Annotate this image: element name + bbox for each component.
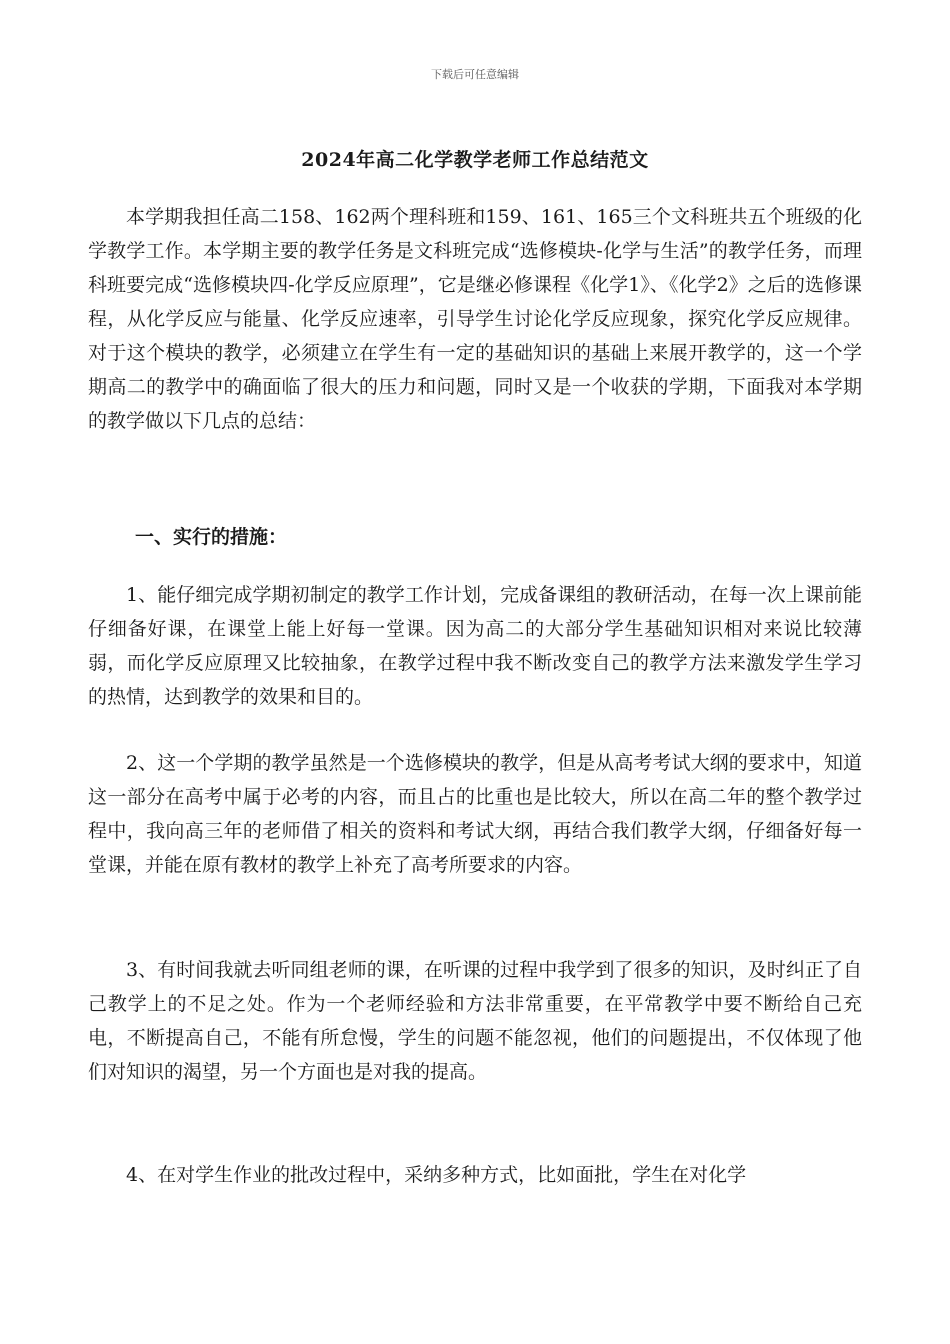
paragraph-block-4: [88, 1158, 862, 1192]
header-note: 下载后可任意编辑: [431, 68, 519, 81]
paragraph-3: 3、有时间我就去听同组老师的课，在听课的过程中我学到了很多的知识，及时纠正了自己教学上的不足之处。作为一个老师经验和方法非常重要，在平常教学中要不断给自己充电，不断提高自己，不能有所怠慢，学生的问题不能忽视，他们的问题提出，不仅体现了他们对知识的渴望，另一个方面也是对我的提高。: [88, 959, 862, 1083]
paragraph-4: 4、在对学生作业的批改过程中，采纳多种方式，比如面批，学生在对化学: [126, 1164, 747, 1186]
paragraph-block-3: [88, 953, 862, 1089]
paragraph-block-2: [88, 746, 862, 882]
paragraph-block-1: [88, 578, 862, 714]
section-heading: 一、实行的措施：: [135, 526, 288, 548]
intro-paragraph-block: [88, 200, 862, 438]
paragraph-1: 1、能仔细完成学期初制定的教学工作计划，完成备课组的教研活动，在每一次上课前能仔细备好课，在课堂上能上好每一堂课。因为高二的大部分学生基础知识相对来说比较薄弱，而化学反应原理又比较抽象，在教学过程中我不断改变自己的教学方法来激发学生学习的热情，达到教学的效果和目的。: [88, 584, 862, 708]
document-title: 2024年高二化学教学老师工作总结范文: [301, 149, 649, 171]
paragraph-2: 2、这一个学期的教学虽然是一个选修模块的教学，但是从高考考试大纲的要求中，知道这一部分在高考中属于必考的内容，而且占的比重也是比较大，所以在高二年的整个教学过程中，我向高三年的老师借了相关的资料和考试大纲，再结合我们教学大纲，仔细备好每一堂课，并能在原有教材的教学上补充了高考所要求的内容。: [88, 752, 862, 876]
intro-paragraph: 本学期我担任高二158、162两个理科班和159、161、165三个文科班共五个班级的化学教学工作。本学期主要的教学任务是文科班完成“选修模块-化学与生活”的教学任务，而理科班要完成“选修模块四-化学反应原理”，它是继必修课程《化学1》、《化学2》之后的选修课程，从化学反应与能量、化学反应速率，引导学生讨论化学反应现象，探究化学反应规律。对于这个模块的教学，必须建立在学生有一定的基础知识的基础上来展开教学的，这一个学期高二的教学中的确面临了很大的压力和问题，同时又是一个收获的学期，下面我对本学期的教学做以下几点的总结：: [88, 206, 862, 432]
